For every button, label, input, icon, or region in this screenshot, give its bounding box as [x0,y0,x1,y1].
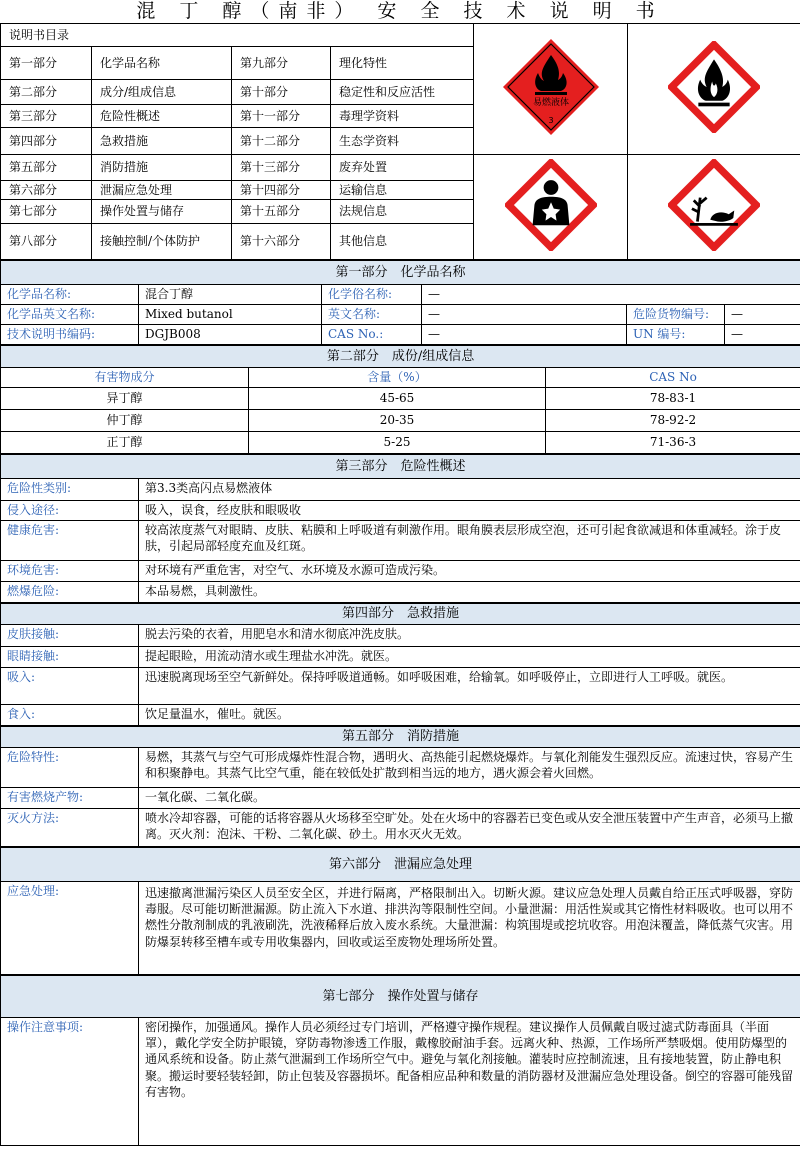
un-number: — [725,325,800,345]
section-4-title: 第四部分 急救措施 [1,604,800,625]
section-5-title: 第五部分 消防措施 [1,727,800,748]
section-2-title: 第二部分 成份/组成信息 [1,346,800,368]
table-cell: 仲丁醇 [1,410,249,432]
toc-part: 第十五部分 [232,200,331,224]
field-label: 技术说明书编码: [1,325,139,345]
field-label: 操作注意事项: [1,1018,139,1146]
flammable-label: 易燃液体 [532,97,569,108]
pictogram-cell-1 [474,24,628,155]
field-label: 环境危害: [1,561,139,582]
table-cell: 45-65 [249,388,546,410]
field-label: 危险货物编号: [627,305,725,325]
health-hazard-icon [505,159,597,251]
field-value: 喷水冷却容器，可能的话将容器从火场移至空旷处。处在火场中的容器若已变色或从安全泄压装置中产生声音，必须马上撤离。灭火剂：泡沫、干粉、二氧化碳、砂土。用水灭火无效。 [139,809,800,847]
toc-title: 危险性概述 [92,105,232,128]
field-label: 危险特性: [1,748,139,788]
toc-part: 第十三部分 [232,155,331,181]
sheet-code: DGJB008 [139,325,322,345]
section-4-table [0,603,800,726]
pictogram-cell-4 [628,155,800,260]
toc-heading: 说明书目录 [1,24,474,47]
cas-number: — [422,325,627,345]
toc-title: 操作处置与储存 [92,200,232,224]
field-label: 应急处理: [1,882,139,975]
column-header: 含量（%） [249,368,546,388]
field-value: 迅速脱离现场至空气新鲜处。保持呼吸道通畅。如呼吸困难，给输氧。如呼吸停止，立即进行人工呼吸。就医。 [139,668,800,705]
chemical-name: 混合丁醇 [139,285,322,305]
toc-title: 成分/组成信息 [92,80,232,105]
field-label: 健康危害: [1,521,139,561]
field-label: 食入: [1,705,139,726]
toc-title: 化学品名称 [92,47,232,80]
table-cell: 78-92-2 [546,410,800,432]
toc-title: 急救措施 [92,128,232,155]
field-value: 第3.3类高闪点易燃液体 [139,479,800,501]
pictogram-cell-3 [474,155,628,260]
toc-title: 理化特性 [331,47,474,80]
field-value: 易燃，其蒸气与空气可形成爆炸性混合物，遇明火、高热能引起燃烧爆炸。与氧化剂能发生强烈反应。流速过快，容易产生和积聚静电。其蒸气比空气重，能在较低处扩散到相当远的地方，遇火源会着火回燃。 [139,748,800,788]
field-value: 对环境有严重危害，对空气、水环境及水源可造成污染。 [139,561,800,582]
section-7-title: 第七部分 操作处置与储存 [1,976,800,1018]
toc-title: 毒理学资料 [331,105,474,128]
toc-part: 第七部分 [1,200,92,224]
toc-part: 第十一部分 [232,105,331,128]
table-cell: 20-35 [249,410,546,432]
field-label: 化学俗名称: [322,285,422,305]
toc-part: 第二部分 [1,80,92,105]
field-label: 灭火方法: [1,809,139,847]
field-label: CAS No.: [322,325,422,345]
english-alias: — [422,305,627,325]
table-cell: 71-36-3 [546,432,800,454]
table-cell: 异丁醇 [1,388,249,410]
toc-part: 第八部分 [1,224,92,260]
toc-part: 第四部分 [1,128,92,155]
section-2-table [0,345,800,454]
field-label: 化学品名称: [1,285,139,305]
toc-title: 接触控制/个体防护 [92,224,232,260]
field-label: 燃爆危险: [1,582,139,603]
toc-title: 消防措施 [92,155,232,181]
field-label: 皮肤接触: [1,625,139,647]
page-title: 混 丁 醇（南非） 安 全 技 术 说 明 书 [136,0,664,22]
field-label: 危险性类别: [1,479,139,501]
field-label: UN 编号: [627,325,725,345]
toc-title: 泄漏应急处理 [92,181,232,200]
toc-table [0,23,800,260]
field-value: 一氧化碳、二氧化碳。 [139,788,800,809]
toc-part: 第十二部分 [232,128,331,155]
toc-title: 运输信息 [331,181,474,200]
section-7-table [0,975,800,1146]
section-5-table [0,726,800,847]
toc-title: 法规信息 [331,200,474,224]
section-3-title: 第三部分 危险性概述 [1,455,800,479]
common-name: — [422,285,800,305]
field-label: 有害燃烧产物: [1,788,139,809]
field-value: 迅速撤离泄漏污染区人员至安全区，并进行隔离，严格限制出入。切断火源。建议应急处理人员戴自给正压式呼吸器，穿防毒服。尽可能切断泄漏源。防止流入下水道、排洪沟等限制性空间。小量泄漏：用活性炭或其它惰性材料吸收。也可以用不燃性分散剂制成的乳液刷洗，洗液稀释后放入废水系统。大量泄漏：构筑围堤或挖坑收容。用泡沫覆盖，降低蒸气灾害。用防爆泵转移至槽车或专用收集器内，回收或运至废物处理场所处置。 [139,882,800,975]
toc-title: 稳定性和反应活性 [331,80,474,105]
section-3-table [0,454,800,603]
toc-title: 生态学资料 [331,128,474,155]
toc-part: 第六部分 [1,181,92,200]
ghs-flame-icon [668,41,760,133]
section-1-title: 第一部分 化学品名称 [1,261,800,285]
toc-part: 第一部分 [1,47,92,80]
toc-title: 其他信息 [331,224,474,260]
field-value: 饮足量温水，催吐。就医。 [139,705,800,726]
field-label: 眼睛接触: [1,647,139,668]
pictogram-cell-2 [628,24,800,155]
dangerous-goods-number: — [725,305,800,325]
toc-part: 第九部分 [232,47,331,80]
field-value: 吸入，误食，经皮肤和眼吸收 [139,501,800,521]
english-name: Mixed butanol [139,305,322,325]
toc-part: 第十部分 [232,80,331,105]
flammable-liquid-icon [501,37,601,137]
field-value: 脱去污染的衣着，用肥皂水和清水彻底冲洗皮肤。 [139,625,800,647]
toc-part: 第十四部分 [232,181,331,200]
field-value: 提起眼睑，用流动清水或生理盐水冲洗。就医。 [139,647,800,668]
table-cell: 78-83-1 [546,388,800,410]
section-6-table [0,847,800,975]
field-value: 较高浓度蒸气对眼睛、皮肤、粘膜和上呼吸道有刺激作用。眼角膜表层形成空泡，还可引起食欲减退和体重减轻。涂于皮肤，引起局部轻度充血及红斑。 [139,521,800,561]
toc-part: 第十六部分 [232,224,331,260]
field-label: 侵入途径: [1,501,139,521]
column-header: 有害物成分 [1,368,249,388]
section-6-title: 第六部分 泄漏应急处理 [1,848,800,882]
column-header: CAS No [546,368,800,388]
table-cell: 正丁醇 [1,432,249,454]
field-label: 吸入: [1,668,139,705]
field-label: 化学品英文名称: [1,305,139,325]
toc-part: 第五部分 [1,155,92,181]
table-cell: 5-25 [249,432,546,454]
field-value: 密闭操作，加强通风。操作人员必须经过专门培训，严格遵守操作规程。建议操作人员佩戴自吸过滤式防毒面具（半面罩），戴化学安全防护眼镜，穿防毒物渗透工作服，戴橡胶耐油手套。远离火种、热源，工作场所严禁吸烟。使用防爆型的通风系统和设备。防止蒸气泄漏到工作场所空气中。避免与氧化剂接触。灌装时应控制流速，且有接地装置，防止静电积聚。搬运时要轻装轻卸，防止包装及容器损坏。配备相应品种和数量的消防器材及泄漏应急处理设备。倒空的容器可能残留有害物。 [139,1018,800,1146]
toc-part: 第三部分 [1,105,92,128]
environment-hazard-icon [668,159,760,251]
field-value: 本品易燃，具刺激性。 [139,582,800,603]
section-1-table [0,260,800,345]
class-number: 3 [547,115,554,125]
toc-title: 废弃处置 [331,155,474,181]
field-label: 英文名称: [322,305,422,325]
